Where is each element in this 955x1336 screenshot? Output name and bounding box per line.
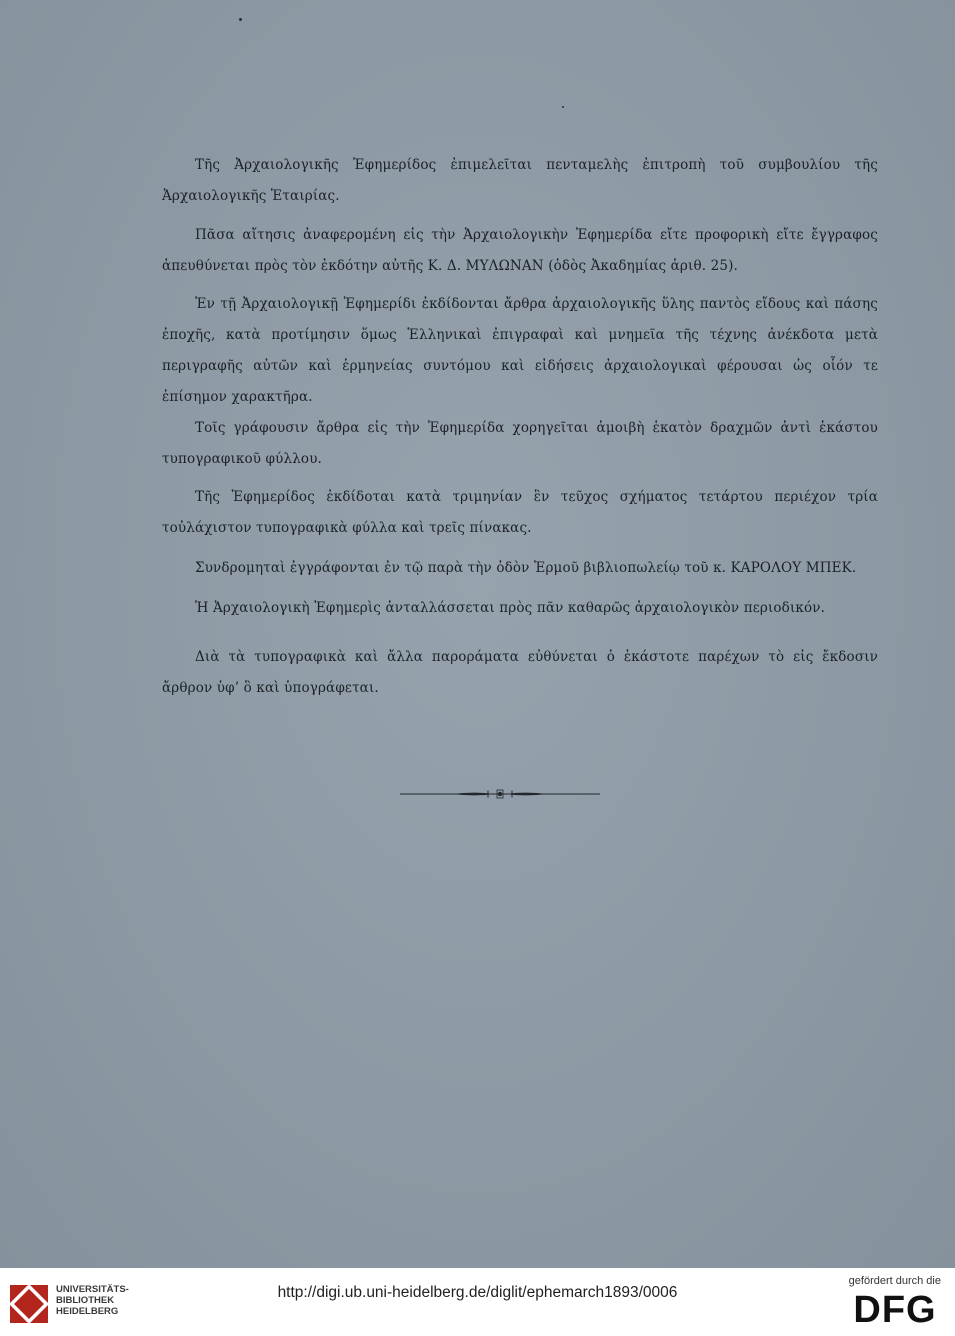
ink-speck [562, 106, 564, 108]
permalink-url[interactable]: http://digi.ub.uni-heidelberg.de/diglit/ephemarch1893/0006 [277, 1284, 678, 1301]
digitization-footer [0, 1268, 955, 1336]
paragraph-publication: Τῆς Ἐφημερίδος ἐκδίδοται κατὰ τριμηνίαν ἓν τεῦχος σχήματος τετάρτου περιέχον τρία τοὐλάχιστον τυπογραφικὰ φύλλα καὶ τρεῖς πίνακας. [162, 489, 878, 536]
ink-speck [239, 18, 242, 21]
library-logo-line: HEIDELBERG [56, 1306, 119, 1317]
library-logo-line: BIBLIOTHEK [56, 1295, 115, 1306]
paragraph-errata: Διὰ τὰ τυπογραφικὰ καὶ ἄλλα παροράματα εὐθύνεται ὁ ἑκάστοτε παρέχων τὸ εἰς ἔκδοσιν ἄρθρον ὑφ’ ὃ καὶ ὑπογράφεται. [162, 649, 878, 696]
paragraph-subscriptions: Συνδρομηταὶ ἐγγράφονται ἐν τῷ παρὰ τὴν ὁδὸν Ἑρμοῦ βιβλιοπωλείῳ τοῦ κ. ΚΑΡΟΛΟΥ ΜΠΕΚ. [195, 560, 857, 576]
decorative-rule-icon [400, 787, 600, 801]
dfg-logo-icon[interactable] [849, 1291, 941, 1325]
dfg-logo-text: DFG [853, 1291, 937, 1325]
paragraph-payment: Τοῖς γράφουσιν ἄρθρα εἰς τὴν Ἐφημερίδα χορηγεῖται ἀμοιβὴ ἑκατὸν δραχμῶν ἀντὶ ἑκάστου τυπογραφικοῦ φύλλου. [162, 420, 878, 467]
paragraph-editorial-committee: Τῆς Ἀρχαιολογικῆς Ἐφημερίδος ἐπιμελεῖται πενταμελὴς ἐπιτροπὴ τοῦ συμβουλίου τῆς Ἀρχαιολογικῆς Ἑταιρίας. [162, 157, 878, 204]
paragraph-content: Ἐν τῇ Ἀρχαιολογικῇ Ἐφημερίδι ἐκδίδονται ἄρθρα ἀρχαιολογικῆς ὕλης παντὸς εἴδους καὶ πάσης ἐποχῆς, κατὰ προτίμησιν ὅμως Ἑλληνικαὶ ἐπιγραφαὶ καὶ μνημεῖα τῆς τέχνης ἀνέκδοτα μετὰ περιγραφῆς αὐτῶν καὶ ἑρμηνείας συντόμου καὶ εἰδήσεις ἀρχαιολογικαὶ φέρουσαι ὡς οἷόν τε ἐπίσημον χαρακτῆρα. [162, 296, 878, 405]
paragraph-requests: Πᾶσα αἴτησις ἀναφερομένη εἰς τὴν Ἀρχαιολογικὴν Ἐφημερίδα εἴτε προφορικὴ εἴτε ἔγγραφος ἀπευθύνεται πρὸς τὸν ἐκδότην αὐτῆς Κ. Δ. ΜΥΛΩΝΑΝ (ὁδὸς Ἀκαδημίας ἀριθ. 25). [162, 227, 878, 274]
library-logo-line: UNIVERSITÄTS- [56, 1284, 129, 1295]
funding-caption: gefördert durch die [848, 1275, 941, 1287]
paragraph-exchange: Ἡ Ἀρχαιολογικὴ Ἐφημερὶς ἀνταλλάσσεται πρὸς πᾶν καθαρῶς ἀρχαιολογικὸν περιοδικόν. [195, 600, 826, 616]
